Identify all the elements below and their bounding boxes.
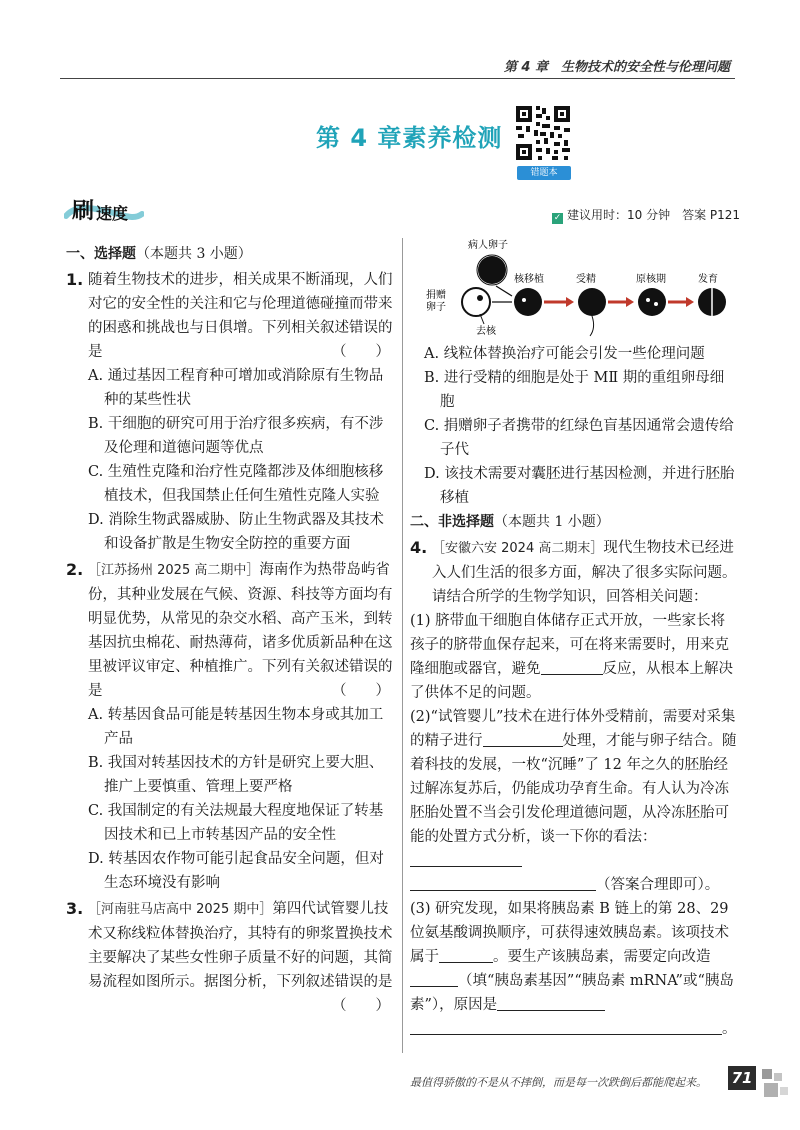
answer-blank[interactable] — [410, 970, 458, 987]
patient-egg-cell — [478, 256, 506, 284]
label-donor-egg-2: 卵子 — [426, 302, 446, 313]
part-text: 。 — [722, 1021, 737, 1037]
question-source: ［江苏扬州 2025 高二期中］ — [88, 563, 260, 578]
time-answer-meta — [552, 206, 740, 224]
answer-blank[interactable] — [410, 874, 596, 891]
question-4-part-2 — [410, 705, 738, 897]
question-number: 4. — [410, 538, 428, 557]
answer-label: 答案 P121 — [682, 208, 741, 222]
question-1 — [66, 268, 396, 364]
option-d[interactable]: D. 转基因农作物可能引起食品安全问题，但对生态环境没有影响 — [88, 851, 384, 891]
header-rule — [60, 78, 735, 79]
right-column — [410, 342, 738, 1041]
answer-parenthesis[interactable]: （ ） — [332, 683, 390, 699]
answer-blank[interactable] — [410, 1018, 722, 1035]
label-fertilization: 受精 — [576, 274, 596, 285]
question-4 — [410, 536, 738, 609]
option-b[interactable]: B. 进行受精的细胞是处于 MⅡ 期的重组卵母细胞 — [424, 370, 725, 410]
question-number: 3. — [66, 899, 84, 918]
label-development: 发育 — [698, 274, 718, 285]
qr-caption: 错题本 — [517, 166, 571, 180]
pronucleus-stage — [638, 288, 666, 316]
answer-parenthesis[interactable]: （ ） — [332, 998, 390, 1014]
option-d[interactable]: D. 该技术需要对囊胚进行基因检测，并进行胚胎移植 — [424, 466, 735, 506]
answer-blank[interactable] — [497, 994, 605, 1011]
part-text: 处理，才能与卵子结合。随着科技的发展，一枚“沉睡”了 12 年之久的胚胎经过解冻复苏后，仍能成功孕育生命。有人认为冷冻胚胎处置不当会引发伦理道德问题，从冷冻胚胎可能的处置方式分析，谈一下你的看法： — [410, 733, 737, 845]
part-text: 反应，从根本上解决了供体不足的问题。 — [410, 661, 733, 701]
question-2 — [66, 558, 396, 703]
part-text: (2)“试管婴儿”技术在进行体外受精前，需要对采集的精子进行 — [410, 709, 736, 749]
question-source: ［河南驻马店高中 2025 期中］ — [88, 902, 273, 917]
question-stem: 第四代试管婴儿技术又称线粒体替换治疗，其特有的卵浆置换技术主要解决了某些女性卵子质量不好的问题，其简易流程如图所示。据图分析，下列叙述错误的是 — [88, 901, 393, 990]
question-source: ［安徽六安 2024 高二期末］ — [432, 541, 604, 556]
question-stem: 现代生物技术已经进入人们生活的很多方面，解决了很多实际问题。请结合所学的生物学知识，回答相关问题： — [432, 540, 737, 605]
question-4-part-1 — [410, 609, 738, 705]
decorative-squares-icon — [762, 1069, 790, 1109]
label-patient-egg: 病人卵子 — [468, 240, 508, 251]
section-title: 二、非选择题 — [410, 514, 494, 530]
option-a[interactable]: A. 通过基因工程育种可增加或消除原有生物品种的某些性状 — [88, 368, 384, 408]
question-3 — [66, 897, 396, 1014]
option-c[interactable]: C. 生殖性克隆和治疗性克隆都涉及体细胞核移植技术，但我国禁止任何生殖性克隆人实验 — [88, 464, 384, 504]
part-text: (1) 脐带血干细胞自体储存正式开放，一些家长将孩子的脐带血保存起来，可在将来需要时，用来克隆细胞或器官，避免 — [410, 613, 729, 677]
footer-motto: 最值得骄傲的不是从不摔倒，而是每一次跌倒后都能爬起来。 — [410, 1076, 707, 1089]
question-stem: 随着生物技术的进步，相关成果不断涌现，人们对它的安全性的关注和它与伦理道德碰撞而带来的困惑和挑战也与日俱增。下列相关叙述错误的是 — [88, 272, 393, 360]
option-d[interactable]: D. 消除生物武器威胁、防止生物武器及其技术和设备扩散是生物安全防控的重要方面 — [88, 512, 384, 552]
qr-code-icon[interactable] — [514, 104, 572, 162]
option-a[interactable]: A. 线粒体替换治疗可能会引发一些伦理问题 — [424, 346, 705, 362]
chapter-header: 第 4 章 生物技术的安全性与伦理问题 — [503, 60, 730, 75]
donor-egg-cell — [462, 288, 490, 316]
part-text: 。要生产该胰岛素，需要定向改造 — [493, 949, 711, 965]
option-b[interactable]: B. 干细胞的研究可用于治疗很多疾病，有不涉及伦理和道德问题等优点 — [88, 416, 384, 456]
option-c[interactable]: C. 我国制定的有关法规最大程度地保证了转基因技术和已上市转基因产品的安全性 — [88, 803, 384, 843]
page-number: 71 — [728, 1066, 756, 1090]
ivf-flow-diagram — [420, 236, 738, 340]
label-nuclear-transfer: 核移植 — [514, 274, 544, 285]
time-label: 建议用时：10 分钟 — [567, 208, 671, 222]
answer-blank[interactable] — [483, 730, 563, 747]
section-count: （本题共 1 小题） — [494, 514, 610, 530]
label-enucleate: 去核 — [476, 326, 496, 337]
column-divider — [402, 238, 403, 1053]
part-text: （答案合理即可）。 — [596, 877, 720, 893]
part-text: （填“胰岛素基因”“胰岛素 mRNA”或“胰岛素”），原因是 — [410, 973, 734, 1013]
question-stem: 海南作为热带岛屿省份，其种业发展在气候、资源、科技等方面均有明显优势，从常见的杂交水稻、高产玉米，到转基因抗虫棉花、耐热薄荷，诸多优质新品种在这里被评议审定、种植推广。下列有关叙述错误的是 — [88, 562, 393, 699]
section-heading — [66, 242, 396, 266]
answer-blank[interactable] — [410, 850, 522, 867]
page-title: 第 4 章素养检测 — [316, 124, 503, 152]
option-a[interactable]: A. 转基因食品可能是转基因生物本身或其加工产品 — [88, 707, 384, 747]
part-text: (3) 研究发现，如果将胰岛素 B 链上的第 28、29 位氨基酸调换顺序，可获得速效胰岛素。该项技术属于 — [410, 901, 729, 965]
brand-word: 速度 — [96, 204, 129, 223]
section-title: 一、选择题 — [66, 246, 136, 262]
left-column — [66, 242, 396, 1018]
section-count: （本题共 3 小题） — [136, 246, 252, 262]
fertilized-egg — [578, 288, 606, 316]
answer-blank[interactable] — [541, 658, 603, 675]
question-number: 2. — [66, 560, 84, 579]
check-icon: ✓ — [553, 213, 562, 223]
question-4-part-3 — [410, 897, 738, 1041]
label-pronucleus: 原核期 — [636, 274, 666, 285]
brand-char: 刷 — [72, 199, 95, 224]
section-heading — [410, 510, 738, 534]
option-c[interactable]: C. 捐赠卵子者携带的红绿色盲基因通常会遗传给子代 — [424, 418, 734, 458]
answer-blank[interactable] — [439, 946, 493, 963]
question-number: 1. — [66, 270, 84, 289]
label-donor-egg-1: 捐赠 — [426, 290, 446, 301]
option-b[interactable]: B. 我国对转基因技术的方针是研究上要大胆、推广上要慎重、管理上要严格 — [88, 755, 384, 795]
answer-parenthesis[interactable]: （ ） — [332, 344, 390, 360]
reconstructed-egg — [514, 288, 542, 316]
